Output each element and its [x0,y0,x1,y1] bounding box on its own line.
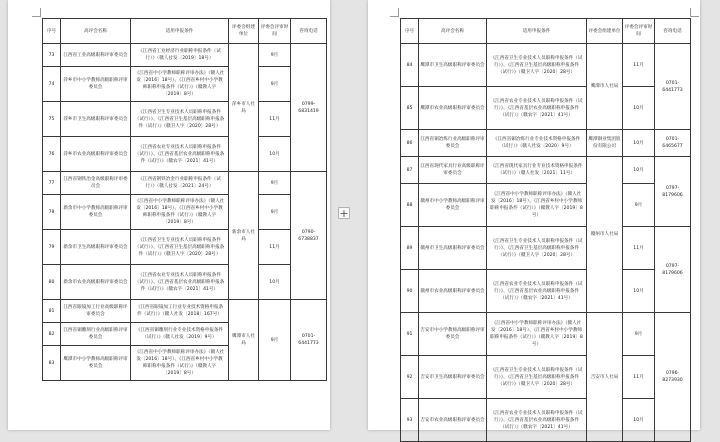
header-phone: 咨询电话 [291,19,327,44]
table-row [43,300,327,323]
row-phone: 0701-6441773 [655,44,691,130]
row-no: 84 [401,44,419,87]
row-conditions: 《江西省卫生专业技术人员职称申报条件（试行）》、《江西省卫生基层高级职称申报条件（试行）》（赣卫人字〔2020〕28号） [487,44,587,87]
table-row [401,399,691,442]
row-conditions: 《江西省钢铁冶金行业职称申报条件（试行）》（赣人社发〔2021〕24号） [131,172,229,195]
table-row [401,184,691,227]
row-no: 79 [43,230,61,265]
row-time: 10月 [623,399,655,442]
row-committee: 新余市卫生高级职称评审委员会 [61,230,131,265]
row-no: 80 [43,265,61,300]
row-committee: 鹰潭市卫生高级职称评审委员会 [419,44,487,87]
header-time: 评委会评审时间 [259,19,291,44]
row-conditions: 《江西省农业专业技术人员职称申报条件（试行）》、《江西省基层农业高级职称申报条件（试行）》（赣农字〔2021〕41号） [487,87,587,130]
row-no: 88 [401,184,419,227]
row-committee: 鹰潭市中小学教师高级职称评审委员会 [61,346,131,381]
row-committee: 赣州市农业高级职称评审委员会 [419,270,487,313]
header-conditions: 适用申报条件 [487,19,587,44]
row-no: 77 [43,172,61,195]
row-org: 赣州市人社局 [587,157,623,313]
row-committee: 江西省铜雕刻行业高级职称评审委员会 [61,323,131,346]
row-no: 78 [43,195,61,230]
committee-table-left [42,18,327,381]
row-time: 9月 [259,195,291,230]
row-time: 11月 [259,230,291,265]
row-time: 10月 [623,130,655,157]
row-conditions: 《江西省中小学教师职称评审办法》（赣人社发〔2016〕18号）、《江西省乡村中小学教师职称申报条件（试行）》（赣教人字〔2019〕8号） [131,346,229,381]
row-conditions: 《江西省农业专业技术人员职称申报条件（试行）》、《江西省基层农业高级职称申报条件（试行）》（赣农字〔2021〕41号） [487,399,587,442]
header-time: 评委会评审时间 [623,19,655,44]
row-no: 87 [401,157,419,184]
row-committee: 萍乡市农业高级职称评审委员会 [61,137,131,172]
row-no: 89 [401,227,419,270]
row-conditions: 《江西省铜冶炼行业专业技术资格申报条件（试行）》（赣人社发〔2020〕9号） [487,130,587,157]
table-row [43,44,327,67]
table-row [43,265,327,300]
row-time: 10月 [623,270,655,313]
row-org: 鹰潭铜业集团股份有限公司 [587,130,623,157]
crop-mark-top-right [690,8,699,17]
row-no: 75 [43,102,61,137]
row-committee: 吉安市卫生高级职称评审委员会 [419,356,487,399]
crop-mark-top-left [390,8,399,17]
row-org: 新余市人社局 [229,172,259,300]
row-no: 83 [43,346,61,381]
row-committee: 新余市农业高级职称评审委员会 [61,265,131,300]
row-committee: 江西省钢铁冶金高级职称评审委员会 [61,172,131,195]
row-time: 11月 [623,227,655,270]
document-page-left [8,0,330,430]
row-conditions: 《江西省农业专业技术人员职称申报条件（试行）》、《江西省基层农业高级职称申报条件（试行）》（赣农字〔2021〕41号） [131,265,229,300]
header-no: 序号 [43,19,61,44]
row-time: 9月 [259,44,291,67]
table-row [43,137,327,172]
header-no: 序号 [401,19,419,44]
row-conditions: 《江西省中小学教师职称评审办法》（赣人社发〔2016〕18号）、《江西省乡村中小学教师职称申报条件（试行）》（赣教人字〔2019〕8号） [487,184,587,227]
header-org: 评委会组建单位 [587,19,623,44]
table-row [401,130,691,157]
table-row [401,270,691,313]
row-org: 吉安市人社局 [587,313,623,442]
row-no: 92 [401,356,419,399]
row-no: 91 [401,313,419,356]
row-conditions: 《江西省眼镜加工行业专业技术资格申报条件（试行）》（赣人社发〔2018〕167号） [131,300,229,323]
row-time: 10月 [623,87,655,130]
row-no: 93 [401,399,419,442]
table-row [43,195,327,230]
document-page-right [368,0,700,430]
row-time: 10月 [259,265,291,300]
row-committee: 江西省工业高级职称评审委员会 [61,44,131,67]
row-org: 萍乡市人社局 [229,44,259,172]
row-conditions: 《江西省卫生专业技术人员职称申报条件（试行）》、《江西省卫生基层高级职称申报条件（试行）》（赣卫人字〔2020〕28号） [131,102,229,137]
row-phone: 0797-8179606 [655,157,691,227]
row-conditions: 《江西省现代家具行业专业技术资格申报条件（试行）》（赣人社发〔2021〕11号） [487,157,587,184]
table-row [401,44,691,87]
row-time: 11月 [623,44,655,87]
table-row [43,230,327,265]
crop-mark-top-left [32,8,41,17]
row-phone: 0790-6738837 [291,172,327,300]
header-conditions: 适用申报条件 [131,19,229,44]
row-time: 9月 [259,67,291,102]
row-no: 81 [43,300,61,323]
header-committee: 高评会名称 [419,19,487,44]
header-committee: 高评会名称 [61,19,131,44]
row-phone: 0797-8179606 [655,227,691,313]
row-conditions: 《江西省工业经济行业职称申报条件（试行）》（赣人社发〔2019〕18号） [131,44,229,67]
row-phone: 0796-8273930 [655,313,691,442]
table-row [401,356,691,399]
row-committee: 江西省眼镜加工行业高级职称评审委员会 [61,300,131,323]
row-conditions: 《江西省中小学教师职称评审办法》（赣人社发〔2016〕18号）、《江西省乡村中小学教师职称申报条件（试行）》（赣教人字〔2019〕8号） [487,313,587,356]
row-time: 9月 [623,313,655,356]
row-committee: 吉安市中小学教师高级职称评审委员会 [419,313,487,356]
row-committee: 赣州市中小学教师高级职称评审委员会 [419,184,487,227]
table-row [43,67,327,102]
table-row [401,227,691,270]
row-no: 74 [43,67,61,102]
row-committee: 萍乡市卫生高级职称评审委员会 [61,102,131,137]
zoom-plus-button[interactable]: + [339,207,349,220]
row-phone: 0701-6465677 [655,130,691,157]
row-time: 11月 [623,356,655,399]
row-time: 10月 [623,157,655,184]
row-no: 90 [401,270,419,313]
row-phone: 0799-6831419 [291,44,327,172]
row-time: 9月 [623,184,655,227]
table-header-row [401,19,691,44]
row-no: 73 [43,44,61,67]
row-org: 鹰潭市人社局 [229,300,259,381]
row-org: 鹰潭市人社局 [587,44,623,130]
row-conditions: 《江西省铜雕刻行业专业技术资格申报条件（试行）》（赣人社发〔2019〕9号） [131,323,229,346]
row-committee: 江西省现代家具行业高级职称评审委员会 [419,157,487,184]
row-conditions: 《江西省卫生专业技术人员职称申报条件（试行）》、《江西省卫生基层高级职称申报条件（试行）》（赣卫人字〔2020〕28号） [487,227,587,270]
table-header-row [43,19,327,44]
table-row [43,172,327,195]
row-committee: 江西省铜冶炼行业高级职称评审委员会 [419,130,487,157]
row-time: 11月 [259,102,291,137]
row-conditions: 《江西省中小学教师职称评审办法》（赣人社发〔2016〕18号）、《江西省乡村中小学教师职称申报条件（试行）》（赣教人字〔2019〕8号） [131,195,229,230]
row-conditions: 《江西省卫生专业技术人员职称申报条件（试行）》、《江西省卫生基层高级职称申报条件（试行）》（赣卫人字〔2020〕28号） [131,230,229,265]
header-org: 评委会组建单位 [229,19,259,44]
row-phone: 0701-6441773 [291,300,327,381]
row-no: 86 [401,130,419,157]
row-conditions: 《江西省农业专业技术人员职称申报条件（试行）》、《江西省基层农业高级职称申报条件（试行）》（赣农字〔2021〕41号） [487,270,587,313]
row-conditions: 《江西省卫生专业技术人员职称申报条件（试行）》、《江西省卫生基层高级职称申报条件（试行）》（赣卫人字〔2020〕28号） [487,356,587,399]
row-no: 85 [401,87,419,130]
table-row [401,87,691,130]
row-committee: 新余市中小学教师高级职称评审委员会 [61,195,131,230]
row-time: 9月 [259,300,291,381]
header-phone: 咨询电话 [655,19,691,44]
table-row [401,313,691,356]
row-time: 9月 [259,172,291,195]
row-time: 10月 [259,137,291,172]
row-committee: 吉安市农业高级职称评审委员会 [419,399,487,442]
row-committee: 萍乡市中小学教师高级职称评审委员会 [61,67,131,102]
row-no: 82 [43,323,61,346]
table-row [43,102,327,137]
row-conditions: 《江西省农业专业技术人员职称申报条件（试行）》、《江西省基层农业高级职称申报条件（试行）》（赣农字〔2021〕41号） [131,137,229,172]
table-row [401,157,691,184]
committee-table-right [400,18,691,442]
row-committee: 鹰潭市农业高级职称评审委员会 [419,87,487,130]
row-conditions: 《江西省中小学教师职称评审办法》（赣人社发〔2016〕18号）、《江西省乡村中小学教师职称申报条件（试行）》（赣教人字〔2019〕8号） [131,67,229,102]
row-no: 76 [43,137,61,172]
row-committee: 赣州市卫生高级职称评审委员会 [419,227,487,270]
